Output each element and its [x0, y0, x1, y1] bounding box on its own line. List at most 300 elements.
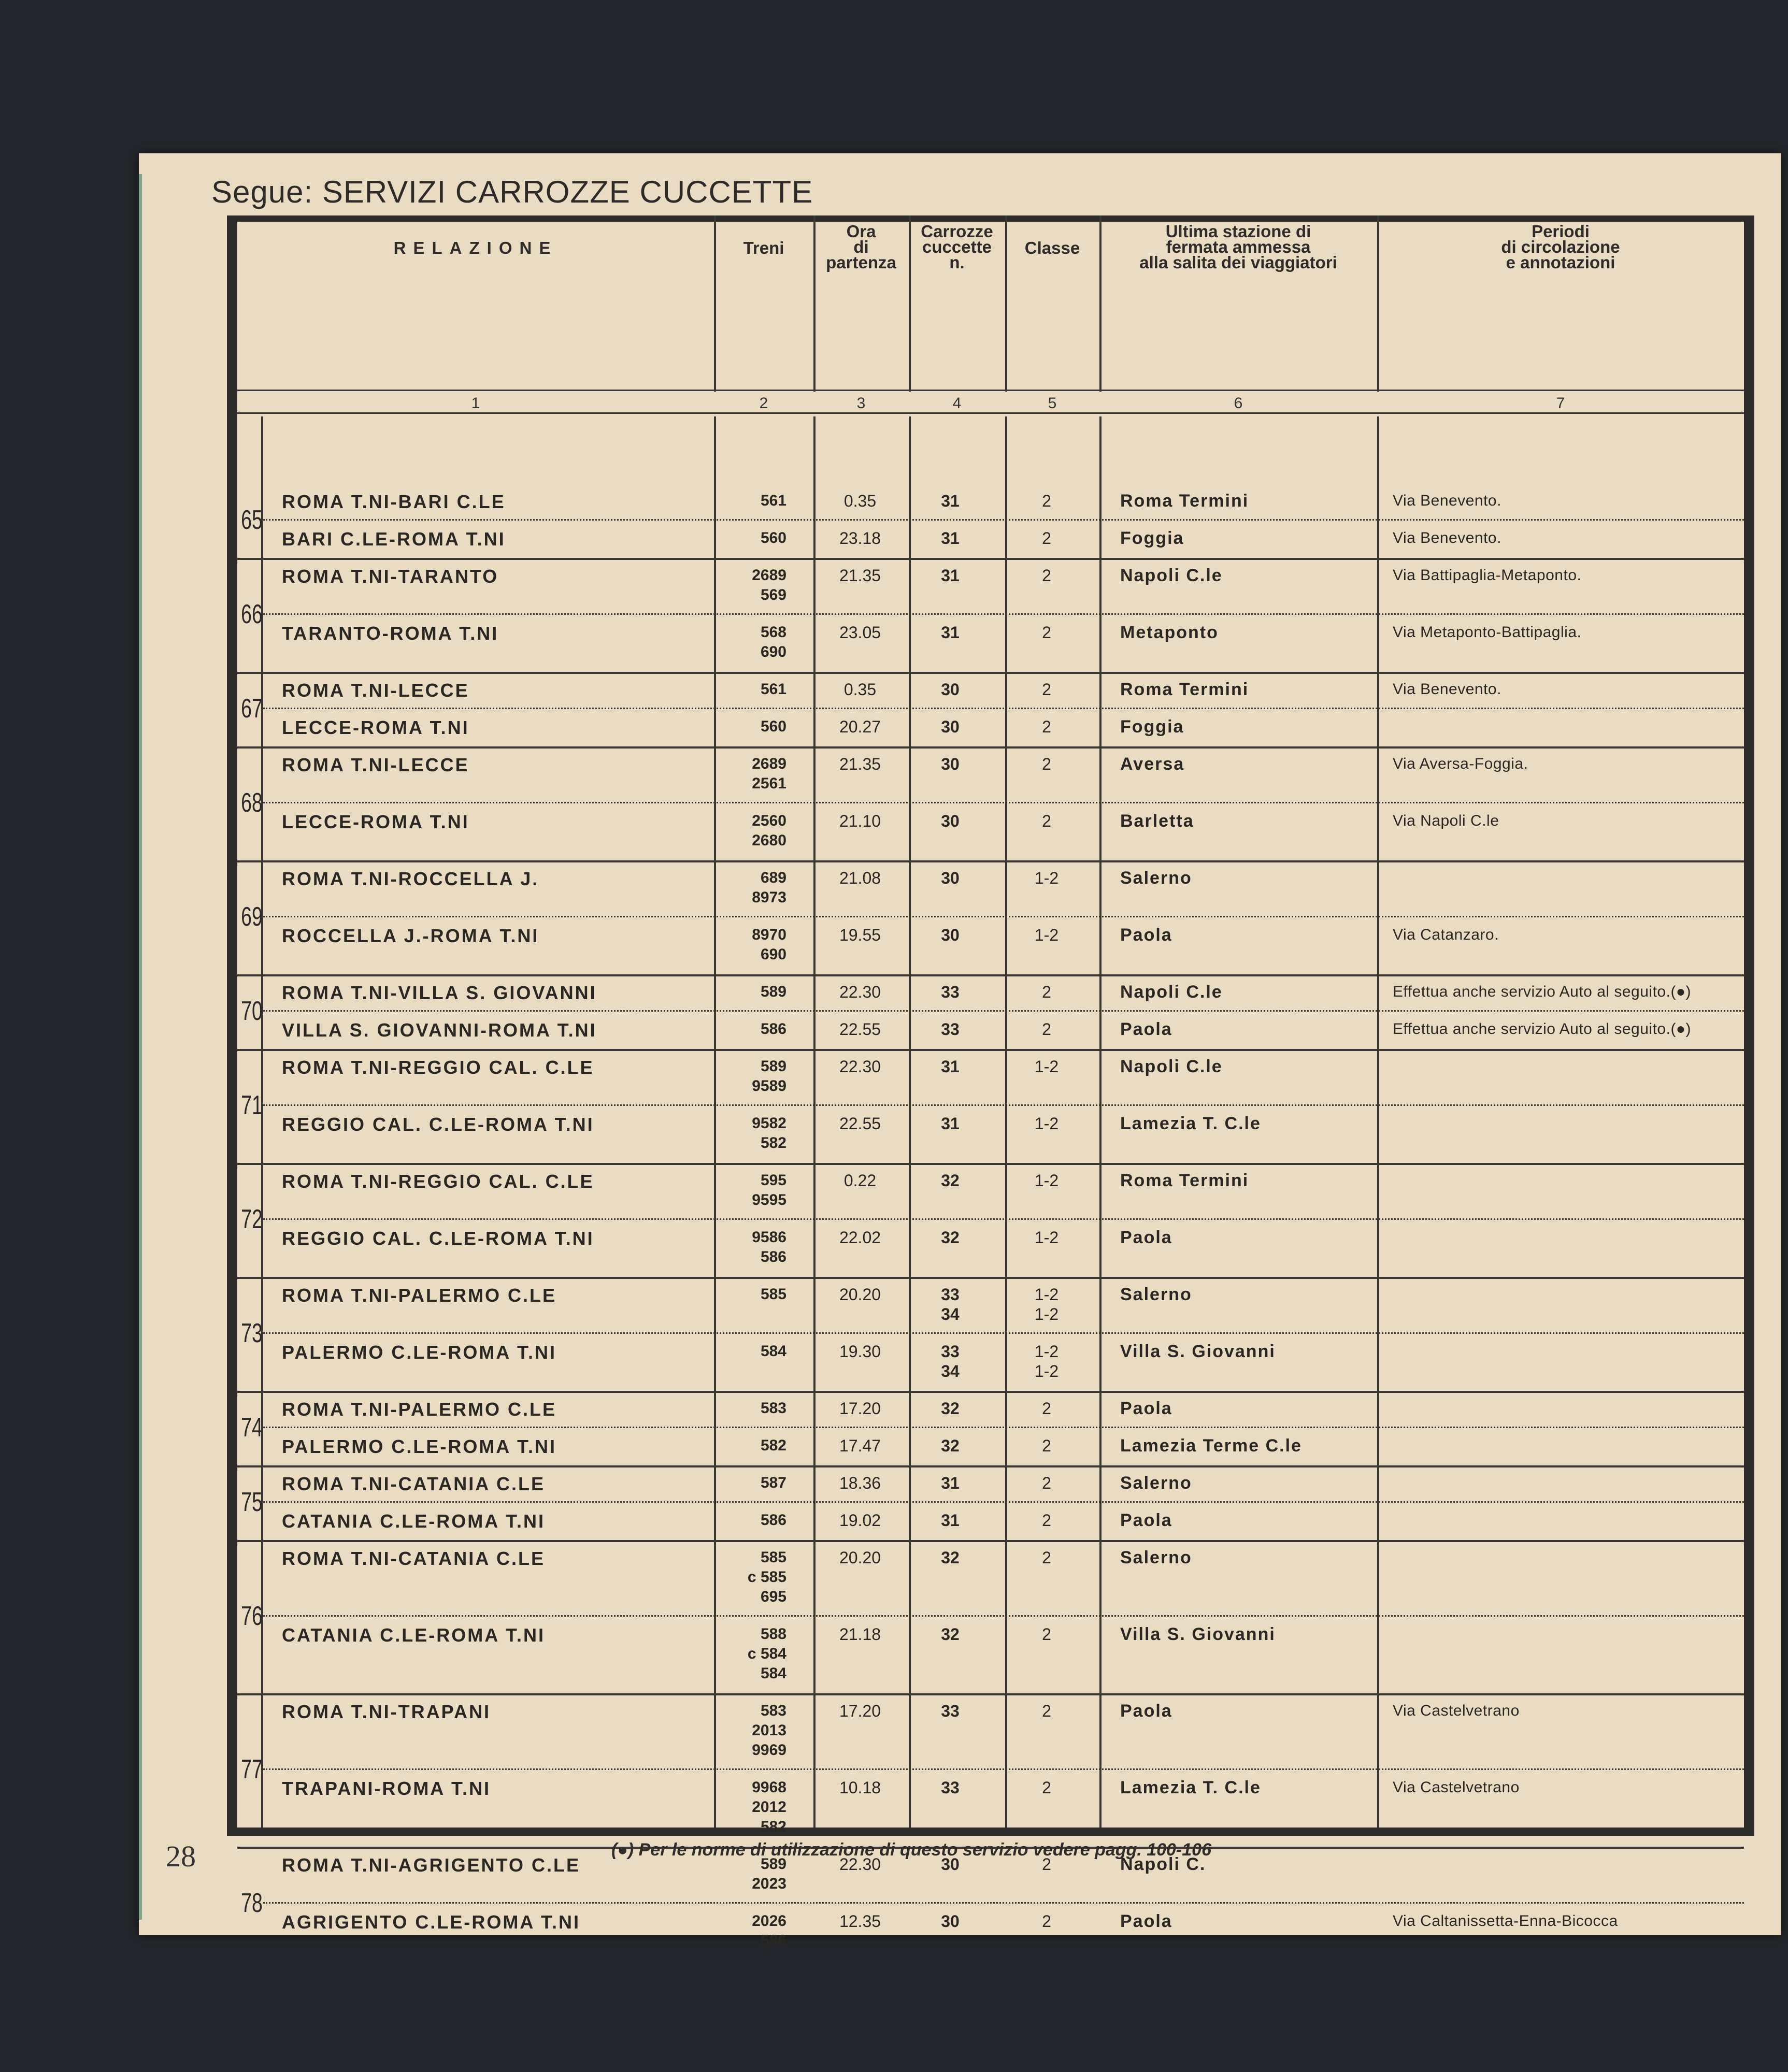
last-station: Aversa: [1120, 754, 1185, 774]
class-entry: 2: [1042, 566, 1051, 585]
last-station: Roma Termini: [1120, 1171, 1249, 1190]
last-station: Villa S. Giovanni: [1120, 1342, 1276, 1361]
class-value: [1005, 1436, 1088, 1456]
group-divider: [237, 672, 1744, 674]
relazione-label: ROMA T.NI-CATANIA C.LE: [282, 1473, 545, 1494]
class-entry: 2: [1042, 755, 1051, 773]
class-value: [1005, 925, 1088, 945]
couchette-car: [909, 1114, 992, 1133]
couchette-car: [909, 1911, 992, 1931]
relazione-label: AGRIGENTO C.LE-ROMA T.NI: [282, 1911, 580, 1933]
last-station: Paola: [1120, 1019, 1172, 1039]
last-station: Metaponto: [1120, 623, 1219, 642]
car-number: 32: [941, 1548, 960, 1567]
class-entry: 2: [1042, 1912, 1051, 1931]
couchette-car: [909, 1228, 992, 1247]
train-number: 2560: [752, 812, 786, 829]
relazione-label: VILLA S. GIOVANNI-ROMA T.NI: [282, 1019, 597, 1041]
header-label-line: di: [853, 237, 869, 256]
header-rule: [237, 390, 1744, 391]
train-numbers: [724, 1285, 786, 1304]
class-entry: 2: [1042, 1474, 1051, 1492]
relazione-label: ROMA T.NI-VILLA S. GIOVANNI: [282, 982, 597, 1003]
train-numbers: [724, 1171, 786, 1210]
annotation: Via Benevento.: [1393, 492, 1501, 509]
class-entry: 1-2: [1034, 1305, 1059, 1323]
header-col-number: 4: [952, 395, 962, 412]
row-divider: [263, 1332, 1744, 1334]
train-number: 583: [760, 1702, 786, 1719]
train-numbers: [724, 528, 786, 548]
couchette-car: [909, 1510, 992, 1530]
couchette-car: [909, 1436, 992, 1456]
header-label-line: cuccette: [922, 237, 992, 256]
relazione-label: LECCE-ROMA T.NI: [282, 717, 469, 738]
row-divider: [263, 613, 1744, 615]
train-numbers: [724, 1436, 786, 1456]
class-value: [1005, 528, 1088, 548]
row-divider: [263, 1010, 1744, 1012]
header-col-2: [714, 240, 813, 256]
train-number: 560: [760, 718, 786, 735]
couchette-car: [909, 1285, 992, 1324]
class-entry: 2: [1042, 492, 1051, 510]
departure-time: 17.47: [839, 1436, 881, 1455]
train-number: 695: [760, 1588, 786, 1605]
couchette-car: [909, 1342, 992, 1381]
departure-time: 10.18: [839, 1778, 881, 1797]
train-number: 561: [760, 492, 786, 509]
car-number: 31: [941, 1474, 960, 1492]
annotation: Via Metaponto-Battipaglia.: [1393, 624, 1582, 641]
group-number: 74: [241, 1413, 263, 1443]
class-value: [1005, 1701, 1088, 1721]
group-number: 78: [241, 1888, 263, 1918]
group-divider: [237, 558, 1744, 560]
train-number: 2026: [752, 1912, 786, 1930]
last-station: Paola: [1120, 1510, 1172, 1530]
header-col-number: 2: [759, 395, 768, 412]
header-label-line: Classe: [1024, 238, 1080, 257]
class-entry: 1-2: [1034, 1285, 1059, 1304]
relazione-label: PALERMO C.LE-ROMA T.NI: [282, 1342, 556, 1363]
train-number: 595: [760, 1172, 786, 1189]
car-number: 30: [941, 812, 960, 830]
train-number: 586: [760, 1512, 786, 1529]
train-number: 582: [760, 1437, 786, 1454]
page-number: 28: [166, 1839, 196, 1873]
departure-time: 0.35: [843, 492, 877, 510]
class-entry: 2: [1042, 1511, 1051, 1530]
last-station: Roma Termini: [1120, 680, 1249, 699]
class-entry: 2: [1042, 1855, 1051, 1874]
couchette-car: [909, 566, 992, 585]
group-divider: [237, 860, 1744, 862]
car-number: 32: [941, 1625, 960, 1644]
couchette-car: [909, 982, 992, 1002]
train-numbers: [724, 1510, 786, 1530]
car-number: 33: [941, 1020, 960, 1039]
train-number: 587: [760, 1474, 786, 1491]
car-number: 33: [941, 1285, 960, 1304]
car-number: 34: [941, 1305, 960, 1323]
group-divider: [237, 1540, 1744, 1542]
header-col-number: 3: [856, 395, 866, 412]
class-entry: 2: [1042, 812, 1051, 830]
couchette-car: [909, 680, 992, 699]
class-entry: 2: [1042, 623, 1051, 642]
relazione-label: PALERMO C.LE-ROMA T.NI: [282, 1436, 556, 1457]
last-station: Salerno: [1120, 1285, 1192, 1304]
relazione-label: ROMA T.NI-PALERMO C.LE: [282, 1399, 556, 1420]
train-numbers: [724, 1019, 786, 1039]
group-divider: [237, 1465, 1744, 1467]
couchette-car: [909, 1473, 992, 1493]
class-entry: 2: [1042, 680, 1051, 699]
class-entry: 1-2: [1034, 869, 1059, 887]
relazione-label: BARI C.LE-ROMA T.NI: [282, 528, 506, 550]
couchette-car: [909, 623, 992, 642]
train-number: 2680: [752, 832, 786, 849]
departure-time: 19.55: [839, 926, 881, 944]
class-value: [1005, 680, 1088, 699]
annotation: Via Benevento.: [1393, 529, 1501, 546]
class-value: [1005, 1019, 1088, 1039]
header-label-line: RELAZIONE: [393, 238, 558, 257]
group-number: 75: [241, 1487, 263, 1517]
train-number: 561: [760, 681, 786, 698]
departure-time: 21.08: [839, 869, 881, 887]
row-divider: [263, 1427, 1744, 1428]
train-number: 586: [760, 1020, 786, 1038]
class-entry: 2: [1042, 1778, 1051, 1797]
train-number: 9968: [752, 1779, 786, 1796]
class-entry: 1-2: [1034, 1057, 1059, 1076]
car-number: 31: [941, 492, 960, 510]
header-label-line: e annotazioni: [1506, 253, 1615, 272]
header-col-4: [909, 224, 1005, 270]
train-numbers: [724, 1911, 786, 1951]
departure-time: 21.35: [839, 755, 881, 773]
couchette-car: [909, 754, 992, 774]
departure-time: 21.35: [839, 566, 881, 585]
annotation: Via Napoli C.le: [1393, 812, 1499, 829]
train-number: 2561: [752, 775, 786, 792]
car-number: 34: [941, 1362, 960, 1380]
relazione-label: LECCE-ROMA T.NI: [282, 811, 469, 832]
class-entry: 1-2: [1034, 1342, 1059, 1361]
train-number: 585: [760, 1286, 786, 1303]
last-station: Foggia: [1120, 717, 1184, 737]
relazione-label: REGGIO CAL. C.LE-ROMA T.NI: [282, 1114, 594, 1135]
class-value: [1005, 1285, 1088, 1324]
couchette-car: [909, 1548, 992, 1567]
group-number: 73: [241, 1318, 263, 1348]
car-number: 32: [941, 1171, 960, 1190]
header-label-line: Periodi: [1532, 222, 1590, 241]
departure-time: 22.30: [839, 983, 881, 1001]
departure-time: 20.27: [839, 717, 881, 736]
header-label-line: Carrozze: [921, 222, 993, 241]
car-number: 30: [941, 717, 960, 736]
train-numbers: [724, 717, 786, 737]
class-value: [1005, 1399, 1088, 1418]
annotation: Via Battipaglia-Metaponto.: [1393, 567, 1582, 584]
car-number: 30: [941, 1912, 960, 1931]
car-number: 31: [941, 1511, 960, 1530]
last-station: Villa S. Giovanni: [1120, 1624, 1276, 1644]
group-number: 72: [241, 1204, 263, 1234]
departure-time: 0.35: [843, 680, 877, 699]
group-number: 68: [241, 788, 263, 818]
row-divider: [263, 1218, 1744, 1220]
couchette-car: [909, 1057, 992, 1076]
train-number: 582: [760, 1818, 786, 1835]
class-entry: 1-2: [1034, 1171, 1059, 1190]
row-divider: [263, 708, 1744, 709]
relazione-label: TARANTO-ROMA T.NI: [282, 623, 499, 644]
class-entry: 2: [1042, 529, 1051, 548]
relazione-label: REGGIO CAL. C.LE-ROMA T.NI: [282, 1228, 594, 1249]
train-numbers: [724, 868, 786, 908]
last-station: Napoli C.le: [1120, 1057, 1223, 1076]
departure-time: 21.18: [839, 1625, 881, 1644]
page-title: Segue: SERVIZI CARROZZE CUCCETTE: [211, 175, 813, 209]
annotation: Via Castelvetrano: [1393, 1779, 1520, 1796]
train-numbers: [724, 680, 786, 699]
annotation: Via Benevento.: [1393, 681, 1501, 698]
train-numbers: [724, 1854, 786, 1894]
last-station: Barletta: [1120, 811, 1194, 831]
class-entry: 2: [1042, 1625, 1051, 1644]
train-number: 583: [760, 1400, 786, 1417]
relazione-label: ROCCELLA J.-ROMA T.NI: [282, 925, 539, 946]
relazione-label: TRAPANI-ROMA T.NI: [282, 1778, 491, 1799]
class-value: [1005, 491, 1088, 511]
last-station: Salerno: [1120, 1548, 1192, 1567]
header-label-line: Ultima stazione di: [1165, 222, 1311, 241]
car-number: 30: [941, 680, 960, 699]
relazione-label: ROMA T.NI-LECCE: [282, 754, 469, 775]
train-numbers: [724, 1473, 786, 1493]
train-number: 9595: [752, 1191, 786, 1208]
class-value: [1005, 1548, 1088, 1567]
car-number: 33: [941, 1342, 960, 1361]
class-entry: 2: [1042, 1702, 1051, 1720]
train-numbers: [724, 491, 786, 511]
group-number: 69: [241, 902, 263, 932]
row-divider: [263, 1615, 1744, 1617]
train-number: 568: [760, 624, 786, 641]
train-number: 584: [760, 1343, 786, 1360]
class-value: [1005, 1473, 1088, 1493]
header-label-line: partenza: [826, 253, 896, 272]
train-numbers: [724, 1228, 786, 1267]
annotation: Via Castelvetrano: [1393, 1702, 1520, 1719]
train-numbers: [724, 811, 786, 851]
class-value: [1005, 1057, 1088, 1076]
train-number: 589: [760, 983, 786, 1000]
train-number: c 584: [747, 1645, 786, 1662]
group-number: 65: [241, 505, 263, 535]
last-station: Napoli C.: [1120, 1854, 1206, 1874]
car-number: 33: [941, 1778, 960, 1797]
train-number: 589: [760, 1855, 786, 1873]
class-entry: 1-2: [1034, 1362, 1059, 1380]
train-numbers: [724, 1114, 786, 1153]
last-station: Napoli C.le: [1120, 566, 1223, 585]
couchette-car: [909, 868, 992, 888]
header-col-7: [1377, 224, 1744, 270]
train-numbers: [724, 982, 786, 1002]
last-station: Napoli C.le: [1120, 982, 1223, 1002]
last-station: Lamezia T. C.le: [1120, 1778, 1261, 1797]
train-numbers: [724, 1778, 786, 1837]
train-number: 9582: [752, 1115, 786, 1132]
group-divider: [237, 1163, 1744, 1165]
group-number: 77: [241, 1754, 263, 1785]
couchette-car: [909, 1778, 992, 1797]
row-divider: [263, 1902, 1744, 1904]
class-entry: 1-2: [1034, 1114, 1059, 1133]
last-station: Paola: [1120, 1911, 1172, 1931]
header-col-5: [1005, 240, 1099, 256]
relazione-label: CATANIA C.LE-ROMA T.NI: [282, 1510, 545, 1532]
train-number: 2689: [752, 755, 786, 772]
train-number: 689: [760, 869, 786, 886]
group-divider: [237, 1693, 1744, 1695]
column-rule: [1099, 215, 1102, 392]
relazione-label: ROMA T.NI-PALERMO C.LE: [282, 1285, 556, 1306]
train-number: 569: [760, 586, 786, 603]
column-rule: [1377, 215, 1379, 392]
row-divider: [263, 1104, 1744, 1106]
header-label-line: Ora: [846, 222, 876, 241]
last-station: Roma Termini: [1120, 491, 1249, 511]
class-value: [1005, 982, 1088, 1002]
train-number: 9589: [752, 1077, 786, 1095]
departure-time: 20.20: [839, 1285, 881, 1304]
train-number: c 585: [747, 1569, 786, 1586]
train-number: 589: [760, 1058, 786, 1075]
couchette-car: [909, 925, 992, 945]
annotation: Via Aversa-Foggia.: [1393, 755, 1528, 772]
relazione-label: ROMA T.NI-REGGIO CAL. C.LE: [282, 1171, 594, 1192]
car-number: 31: [941, 623, 960, 642]
train-number: 8970: [752, 926, 786, 943]
departure-time: 17.20: [839, 1702, 881, 1720]
class-value: [1005, 1624, 1088, 1644]
train-numbers: [724, 1342, 786, 1361]
class-entry: 2: [1042, 983, 1051, 1001]
relazione-label: ROMA T.NI-TRAPANI: [282, 1701, 491, 1722]
train-number: 2013: [752, 1722, 786, 1739]
group-divider: [237, 1049, 1744, 1051]
group-number: 71: [241, 1090, 263, 1120]
class-entry: 2: [1042, 1020, 1051, 1039]
couchette-car: [909, 1624, 992, 1644]
row-divider: [263, 916, 1744, 917]
annotation: Effettua anche servizio Auto al seguito.(●): [1393, 1020, 1692, 1038]
train-numbers: [724, 1057, 786, 1096]
group-divider: [237, 974, 1744, 976]
train-number: 9586: [752, 1229, 786, 1246]
header-col-3: [813, 224, 909, 270]
car-number: 31: [941, 529, 960, 548]
group-number: 76: [241, 1601, 263, 1631]
train-numbers: [724, 1624, 786, 1684]
class-entry: 1-2: [1034, 1228, 1059, 1247]
relazione-label: ROMA T.NI-ROCCELLA J.: [282, 868, 539, 889]
departure-time: 22.02: [839, 1228, 881, 1247]
train-number: 2689: [752, 567, 786, 584]
couchette-car: [909, 1399, 992, 1418]
train-numbers: [724, 1701, 786, 1760]
last-station: Paola: [1120, 1399, 1172, 1418]
class-value: [1005, 868, 1088, 888]
train-numbers: [724, 1548, 786, 1607]
header-col-number: 7: [1556, 395, 1565, 412]
train-number: 582: [760, 1134, 786, 1152]
train-numbers: [724, 754, 786, 794]
class-entry: 2: [1042, 1399, 1051, 1418]
class-value: [1005, 1778, 1088, 1797]
departure-time: 23.05: [839, 623, 881, 642]
couchette-car: [909, 1019, 992, 1039]
header-label-line: Treni: [743, 238, 784, 257]
header-label-line: n.: [949, 253, 965, 272]
last-station: Paola: [1120, 1701, 1172, 1721]
departure-time: 0.22: [843, 1171, 877, 1190]
train-number: 588: [760, 1625, 786, 1643]
header-label-line: alla salita dei viaggiatori: [1139, 253, 1337, 272]
couchette-car: [909, 1701, 992, 1721]
row-divider: [263, 519, 1744, 521]
train-number: 2012: [752, 1798, 786, 1816]
group-divider: [237, 1277, 1744, 1279]
car-number: 30: [941, 755, 960, 773]
car-number: 32: [941, 1436, 960, 1455]
train-number: 9969: [752, 1742, 786, 1759]
departure-time: 12.35: [839, 1912, 881, 1931]
last-station: Paola: [1120, 1228, 1172, 1247]
last-station: Paola: [1120, 925, 1172, 945]
annotation: Effettua anche servizio Auto al seguito.(●): [1393, 983, 1692, 1000]
row-divider: [263, 1501, 1744, 1503]
train-number: 560: [760, 529, 786, 546]
class-value: [1005, 754, 1088, 774]
group-number: 67: [241, 694, 263, 724]
train-number: 586: [760, 1932, 786, 1949]
group-divider: [237, 1391, 1744, 1393]
header-col-number: 6: [1234, 395, 1243, 412]
couchette-car: [909, 491, 992, 511]
group-divider: [237, 746, 1744, 749]
car-number: 31: [941, 1057, 960, 1076]
car-number: 30: [941, 1855, 960, 1874]
class-value: [1005, 1342, 1088, 1381]
relazione-label: ROMA T.NI-TARANTO: [282, 566, 499, 587]
header-label-line: di circolazione: [1501, 237, 1620, 256]
departure-time: 19.30: [839, 1342, 881, 1361]
class-value: [1005, 623, 1088, 642]
last-station: Lamezia Terme C.le: [1120, 1436, 1302, 1456]
train-number: 8973: [752, 889, 786, 906]
car-number: 32: [941, 1228, 960, 1247]
train-number: 2023: [752, 1875, 786, 1892]
relazione-label: ROMA T.NI-REGGIO CAL. C.LE: [282, 1057, 594, 1078]
relazione-label: ROMA T.NI-LECCE: [282, 680, 469, 701]
